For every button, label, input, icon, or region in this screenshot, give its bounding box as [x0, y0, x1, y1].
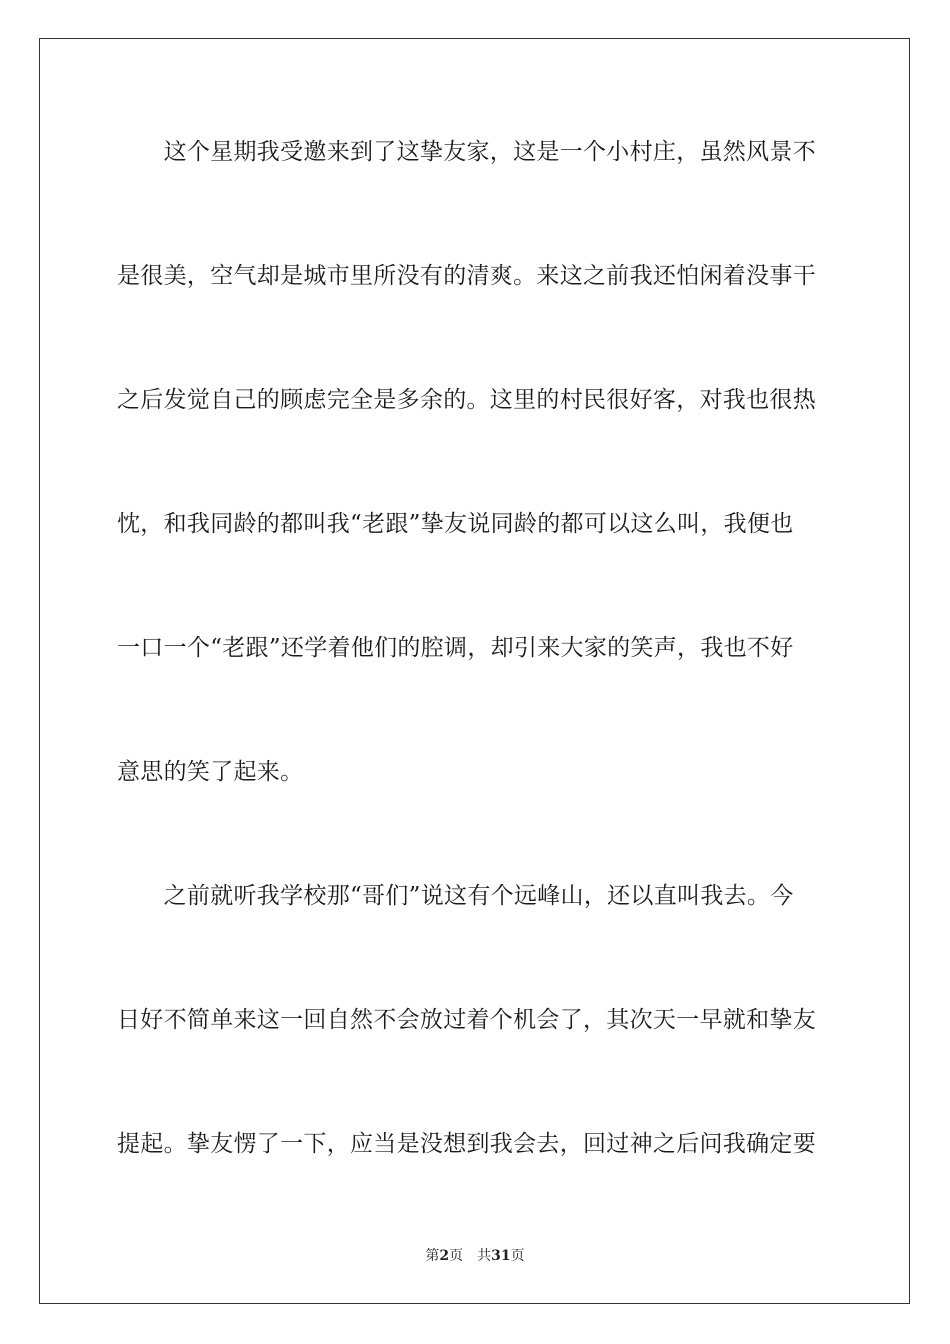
- text-line: 是很美，空气却是城市里所没有的清爽。来这之前我还怕闲着没事干: [117, 263, 816, 289]
- page-border: [39, 38, 910, 1304]
- page-footer: [0, 1247, 950, 1265]
- text-line: 日好不简单来这一回自然不会放过着个机会了，其次天一早就和挚友: [117, 1007, 816, 1033]
- text-line: 之后发觉自己的顾虑完全是多余的。这里的村民很好客，对我也很热: [117, 387, 816, 413]
- page-suffix: 页: [449, 1248, 464, 1264]
- text-line: 提起。挚友愣了一下，应当是没想到我会去，回过神之后问我确定要: [117, 1131, 816, 1157]
- text-line: 之前就听我学校那“哥们”说这有个远峰山，还以直叫我去。今: [117, 883, 794, 909]
- total-pages: 31: [491, 1248, 511, 1264]
- page-number: 2: [439, 1248, 450, 1264]
- total-prefix: 共: [477, 1248, 492, 1264]
- text-line: 一口一个“老跟”还学着他们的腔调，却引来大家的笑声，我也不好: [117, 635, 794, 661]
- text-line: 忱，和我同龄的都叫我“老跟”挚友说同龄的都可以这么叫，我便也: [117, 511, 794, 537]
- text-line: 意思的笑了起来。: [117, 759, 304, 785]
- page-prefix: 第: [425, 1248, 440, 1264]
- total-suffix: 页: [510, 1248, 525, 1264]
- text-line: 这个星期我受邀来到了这挚友家，这是一个小村庄，虽然风景不: [117, 139, 816, 165]
